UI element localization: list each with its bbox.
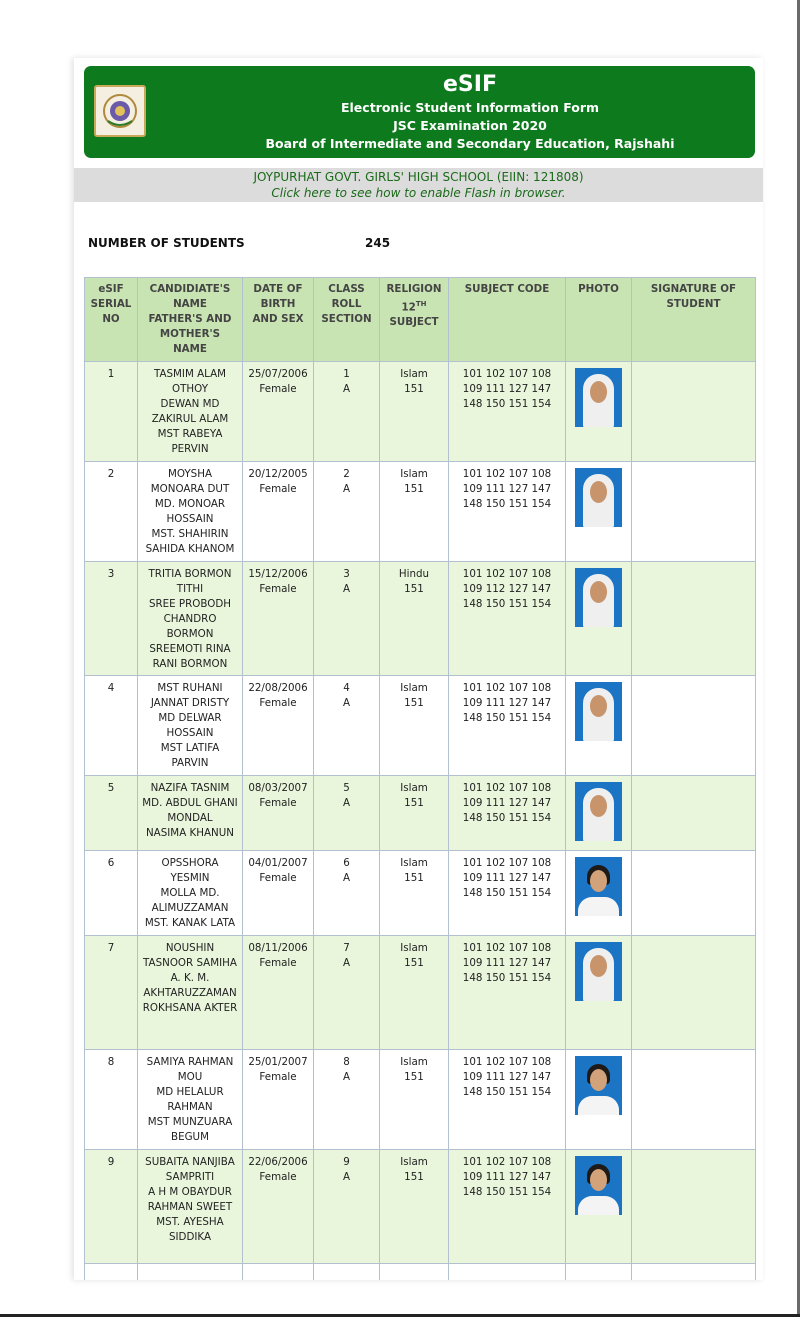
student-photo [575,857,622,916]
sex: Female [259,697,297,709]
serial-no: 8 [107,1056,115,1068]
serial-cell [85,676,138,776]
subject-code-line: 148 150 151 154 [462,712,552,724]
col-serial: eSIF SERIAL NO [85,278,138,362]
subject-code-line: 109 111 127 147 [462,1071,552,1083]
subject-code-line: 109 111 127 147 [462,872,552,884]
candidate-name: SAMIYA RAHMAN MOU [146,1056,234,1083]
signature-cell [632,676,756,776]
religion-cell [380,936,449,1050]
subject-code-cell [449,851,566,936]
subject-code-line: 101 102 107 108 [462,1056,552,1068]
roll-cell [314,936,380,1050]
table-row-partial [85,1264,756,1281]
photo-cell [566,936,632,1050]
dob-cell [243,462,314,562]
col-photo: PHOTO [566,278,632,362]
father-name: MD DELWAR HOSSAIN [158,712,222,739]
dob-cell [243,936,314,1050]
religion-cell [380,776,449,851]
mother-name: NASIMA KHANUN [145,827,234,839]
banner-board: Board of Intermediate and Secondary Education, Rajshahi [265,136,675,151]
signature-cell [632,362,756,462]
banner-subtitle: Electronic Student Information Form [340,100,600,115]
subject-12: 151 [404,583,424,595]
empty-cell [449,1264,566,1281]
col-roll: CLASS ROLL SECTION [314,278,380,362]
empty-cell [138,1264,243,1281]
serial-no: 7 [107,942,115,954]
subject-code-cell [449,1150,566,1264]
roll-cell [314,1050,380,1150]
flash-help-link[interactable]: Click here to see how to enable Flash in browser. [271,186,566,200]
subject-12: 151 [404,957,424,969]
mother-name: MST RABEYA PERVIN [157,428,223,455]
section: A [342,957,351,969]
serial-cell [85,1150,138,1264]
religion: Hindu [398,568,430,580]
dob-cell [243,1050,314,1150]
student-photo [575,1056,622,1115]
date-of-birth: 04/01/2007 [248,857,308,869]
subject-code-line: 101 102 107 108 [462,782,552,794]
subject-code-cell [449,562,566,676]
section: A [342,483,351,495]
signature-cell [632,851,756,936]
mother-name: MST MUNZUARA BEGUM [147,1116,233,1143]
table-row [85,562,756,676]
class-roll: 4 [343,682,350,694]
candidate-name: NOUSHIN TASNOOR SAMIHA [143,942,237,969]
signature-cell [632,936,756,1050]
table-row [85,936,756,1050]
subject-code-line: 101 102 107 108 [462,568,552,580]
roll-cell [314,676,380,776]
signature-cell [632,1050,756,1150]
browser-top-area [0,0,800,58]
religion-cell [380,1050,449,1150]
religion-cell [380,562,449,676]
subject-code-line: 101 102 107 108 [462,857,552,869]
subject-code-line: 109 111 127 147 [462,797,552,809]
table-row [85,1150,756,1264]
mother-name: MST. SHAHIRIN SAHIDA KHANOM [145,528,235,555]
subject-12: 151 [404,1071,424,1083]
subject-code-line: 109 111 127 147 [462,1171,552,1183]
col-signature: SIGNATURE OF STUDENT [632,278,756,362]
name-cell [138,676,243,776]
sex: Female [259,583,297,595]
subject-code-cell [449,362,566,462]
subject-code-cell [449,936,566,1050]
date-of-birth: 20/12/2005 [248,468,308,480]
serial-cell [85,1050,138,1150]
religion: Islam [400,857,428,869]
dob-cell [243,362,314,462]
subject-code-line: 101 102 107 108 [462,1156,552,1168]
date-of-birth: 25/01/2007 [248,1056,308,1068]
name-cell [138,1150,243,1264]
father-name: MD. ABDUL GHANI MONDAL [142,797,238,824]
banner-exam: JSC Examination 2020 [393,118,547,133]
photo-cell [566,1050,632,1150]
signature-cell [632,462,756,562]
serial-no: 1 [107,368,115,380]
subject-code-line: 101 102 107 108 [462,942,552,954]
student-photo [575,942,622,1001]
religion: Islam [400,468,428,480]
mother-name: ROKHSANA AKTER [142,1002,238,1014]
serial-cell [85,936,138,1050]
serial-cell [85,851,138,936]
candidate-name: MST RUHANI JANNAT DRISTY [150,682,230,709]
father-name: MD. MONOAR HOSSAIN [154,498,226,525]
father-name: A H M OBAYDUR RAHMAN SWEET [147,1186,233,1213]
subject-code-line: 101 102 107 108 [462,468,552,480]
section: A [342,1171,351,1183]
religion: Islam [400,1056,428,1068]
candidate-name: OPSSHORA YESMIN [161,857,219,884]
student-photo [575,682,622,741]
father-name: MOLLA MD. ALIMUZZAMAN [151,887,229,914]
roll-cell [314,462,380,562]
father-name: A. K. M. AKHTARUZZAMAN [143,972,237,999]
students-count-value: 245 [365,236,391,250]
father-name: DEWAN MD ZAKIRUL ALAM [151,398,229,425]
board-logo-icon [94,85,146,137]
religion: Islam [400,782,428,794]
student-photo [575,368,622,427]
subject-code-line: 148 150 151 154 [462,1086,552,1098]
name-cell [138,851,243,936]
date-of-birth: 25/07/2006 [248,368,308,380]
subject-code-cell [449,776,566,851]
subject-12: 151 [404,383,424,395]
empty-cell [566,1264,632,1281]
section: A [342,583,351,595]
class-roll: 7 [343,942,350,954]
school-name: JOYPURHAT GOVT. GIRLS' HIGH SCHOOL (EIIN: 121808) [253,170,584,184]
student-photo [575,568,622,627]
date-of-birth: 22/08/2006 [248,682,308,694]
signature-cell [632,776,756,851]
signature-cell [632,562,756,676]
date-of-birth: 08/03/2007 [248,782,308,794]
photo-cell [566,1150,632,1264]
class-roll: 1 [343,368,350,380]
sex: Female [259,383,297,395]
empty-cell [85,1264,138,1281]
subject-code-line: 101 102 107 108 [462,682,552,694]
subject-12: 151 [404,872,424,884]
name-cell [138,936,243,1050]
serial-no: 9 [107,1156,115,1168]
table-row [85,851,756,936]
name-cell [138,776,243,851]
subject-code-line: 109 111 127 147 [462,383,552,395]
name-cell [138,1050,243,1150]
subject-code-line: 109 111 127 147 [462,483,552,495]
mother-name: SREEMOTI RINA RANI BORMON [149,643,231,670]
subject-code-line: 148 150 151 154 [462,972,552,984]
col-dob: DATE OF BIRTH AND SEX [243,278,314,362]
banner-title: eSIF [443,72,497,97]
photo-cell [566,851,632,936]
dob-cell [243,562,314,676]
serial-cell [85,362,138,462]
date-of-birth: 22/06/2006 [248,1156,308,1168]
class-roll: 9 [343,1156,350,1168]
class-roll: 6 [343,857,350,869]
roll-cell [314,362,380,462]
name-cell [138,362,243,462]
religion-cell [380,1150,449,1264]
sex: Female [259,1171,297,1183]
class-roll: 2 [343,468,350,480]
col-name: CANDIDIATE'S NAME FATHER'S AND MOTHER'S NAME [138,278,243,362]
empty-cell [314,1264,380,1281]
candidate-name: TASMIM ALAM OTHOY [153,368,227,395]
father-name: MD HELALUR RAHMAN [156,1086,224,1113]
subject-code-line: 101 102 107 108 [462,368,552,380]
subject-code-line: 148 150 151 154 [462,598,552,610]
subject-code-line: 109 112 127 147 [462,583,552,595]
students-count-label: NUMBER OF STUDENTS [88,236,245,250]
roll-cell [314,562,380,676]
table-body [85,362,756,1281]
class-roll: 3 [343,568,350,580]
student-photo [575,1156,622,1215]
religion-cell [380,362,449,462]
sex: Female [259,797,297,809]
signature-cell [632,1150,756,1264]
photo-cell [566,362,632,462]
col-subject-code: SUBJECT CODE [449,278,566,362]
candidate-name: MOYSHA MONOARA DUT [150,468,230,495]
subject-code-line: 148 150 151 154 [462,498,552,510]
subject-code-cell [449,1050,566,1150]
date-of-birth: 15/12/2006 [248,568,308,580]
religion: Islam [400,942,428,954]
subject-code-line: 148 150 151 154 [462,398,552,410]
religion-cell [380,462,449,562]
religion-cell [380,851,449,936]
subject-12: 151 [404,697,424,709]
subject-code-line: 148 150 151 154 [462,1186,552,1198]
subject-code-line: 148 150 151 154 [462,812,552,824]
subject-code-cell [449,676,566,776]
section: A [342,697,351,709]
empty-cell [243,1264,314,1281]
dob-cell [243,776,314,851]
col-religion: RELIGION 12TH SUBJECT [380,278,449,362]
mother-name: MST. KANAK LATA [144,917,236,929]
empty-cell [380,1264,449,1281]
serial-no: 3 [107,568,115,580]
sex: Female [259,957,297,969]
religion: Islam [400,368,428,380]
subject-code-line: 109 111 127 147 [462,697,552,709]
roll-cell [314,776,380,851]
mother-name: MST. AYESHA SIDDIKA [156,1216,224,1243]
date-of-birth: 08/11/2006 [248,942,308,954]
header-banner [84,66,755,158]
candidate-name: SUBAITA NANJIBA SAMPRITI [145,1156,235,1183]
dob-cell [243,851,314,936]
photo-cell [566,462,632,562]
name-cell [138,462,243,562]
table-row [85,362,756,462]
sex: Female [259,872,297,884]
subject-12: 151 [404,797,424,809]
empty-cell [632,1264,756,1281]
subject-12: 151 [404,483,424,495]
father-name: SREE PROBODH CHANDRO BORMON [148,598,232,640]
name-cell [138,562,243,676]
subject-code-cell [449,462,566,562]
photo-cell [566,676,632,776]
candidate-name: TRITIA BORMON TITHI [148,568,232,595]
student-photo [575,782,622,841]
section: A [342,872,351,884]
dob-cell [243,1150,314,1264]
mother-name: MST LATIFA PARVIN [160,742,220,769]
religion: Islam [400,1156,428,1168]
class-roll: 5 [343,782,350,794]
section: A [342,383,351,395]
subject-code-line: 148 150 151 154 [462,887,552,899]
table-row [85,1050,756,1150]
serial-no: 2 [107,468,115,480]
sex: Female [259,483,297,495]
photo-cell [566,562,632,676]
candidate-name: NAZIFA TASNIM [150,782,230,794]
student-photo [575,468,622,527]
section: A [342,797,351,809]
photo-cell [566,776,632,851]
table-row [85,676,756,776]
dob-cell [243,676,314,776]
serial-cell [85,562,138,676]
roll-cell [314,1150,380,1264]
table-row [85,462,756,562]
subject-12: 151 [404,1171,424,1183]
students-table [84,277,756,1280]
roll-cell [314,851,380,936]
religion: Islam [400,682,428,694]
table-row [85,776,756,851]
religion-cell [380,676,449,776]
section: A [342,1071,351,1083]
serial-no: 6 [107,857,115,869]
serial-no: 5 [107,782,115,794]
class-roll: 8 [343,1056,350,1068]
serial-no: 4 [107,682,115,694]
table-header-row [85,278,756,362]
serial-cell [85,462,138,562]
sex: Female [259,1071,297,1083]
school-bar [74,168,763,202]
serial-cell [85,776,138,851]
esif-page [74,58,763,1280]
subject-code-line: 109 111 127 147 [462,957,552,969]
